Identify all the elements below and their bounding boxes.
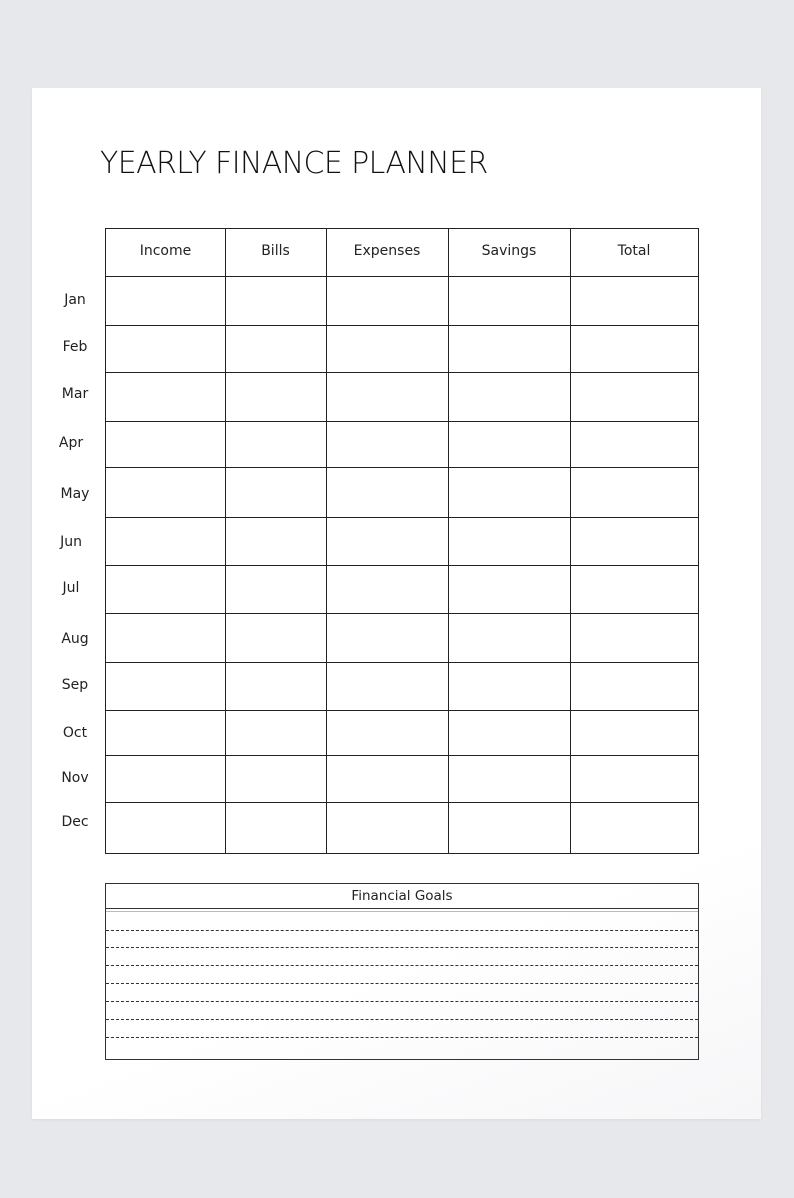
row-divider	[106, 372, 698, 373]
row-divider	[106, 325, 698, 326]
writing-line	[106, 983, 698, 984]
row-divider	[106, 517, 698, 518]
row-divider	[106, 421, 698, 422]
row-divider	[106, 467, 698, 468]
row-label-sep: Sep	[61, 677, 89, 693]
writing-line	[106, 1019, 698, 1020]
row-label-aug: Aug	[61, 631, 89, 647]
column-header-total: Total	[617, 243, 651, 259]
row-divider	[106, 613, 698, 614]
page-title: YEARLY FINANCE PLANNER	[100, 146, 488, 181]
row-label-jun: Jun	[60, 534, 82, 550]
row-label-nov: Nov	[61, 770, 89, 786]
row-divider	[106, 565, 698, 566]
finance-table	[105, 228, 699, 854]
financial-goals-title: Financial Goals	[106, 884, 698, 909]
column-divider	[448, 229, 449, 853]
row-label-jul: Jul	[62, 580, 80, 596]
row-label-dec: Dec	[61, 814, 89, 830]
financial-goals-box	[105, 883, 699, 1060]
row-label-mar: Mar	[61, 386, 89, 402]
row-label-apr: Apr	[58, 435, 84, 451]
writing-line	[106, 1001, 698, 1002]
column-header-savings: Savings	[481, 243, 537, 259]
writing-line	[106, 947, 698, 948]
row-label-feb: Feb	[62, 339, 88, 355]
writing-line	[106, 930, 698, 931]
row-label-may: May	[60, 486, 90, 502]
row-divider	[106, 662, 698, 663]
row-label-oct: Oct	[62, 725, 88, 741]
column-divider	[225, 229, 226, 853]
column-header-expenses: Expenses	[353, 243, 421, 259]
row-divider	[106, 276, 698, 277]
column-header-bills: Bills	[261, 243, 290, 259]
row-label-jan: Jan	[64, 292, 86, 308]
column-header-income: Income	[139, 243, 192, 259]
row-divider	[106, 710, 698, 711]
row-divider	[106, 755, 698, 756]
column-divider	[326, 229, 327, 853]
writing-line	[106, 911, 698, 912]
row-divider	[106, 802, 698, 803]
column-divider	[570, 229, 571, 853]
writing-line	[106, 1037, 698, 1038]
writing-line	[106, 965, 698, 966]
